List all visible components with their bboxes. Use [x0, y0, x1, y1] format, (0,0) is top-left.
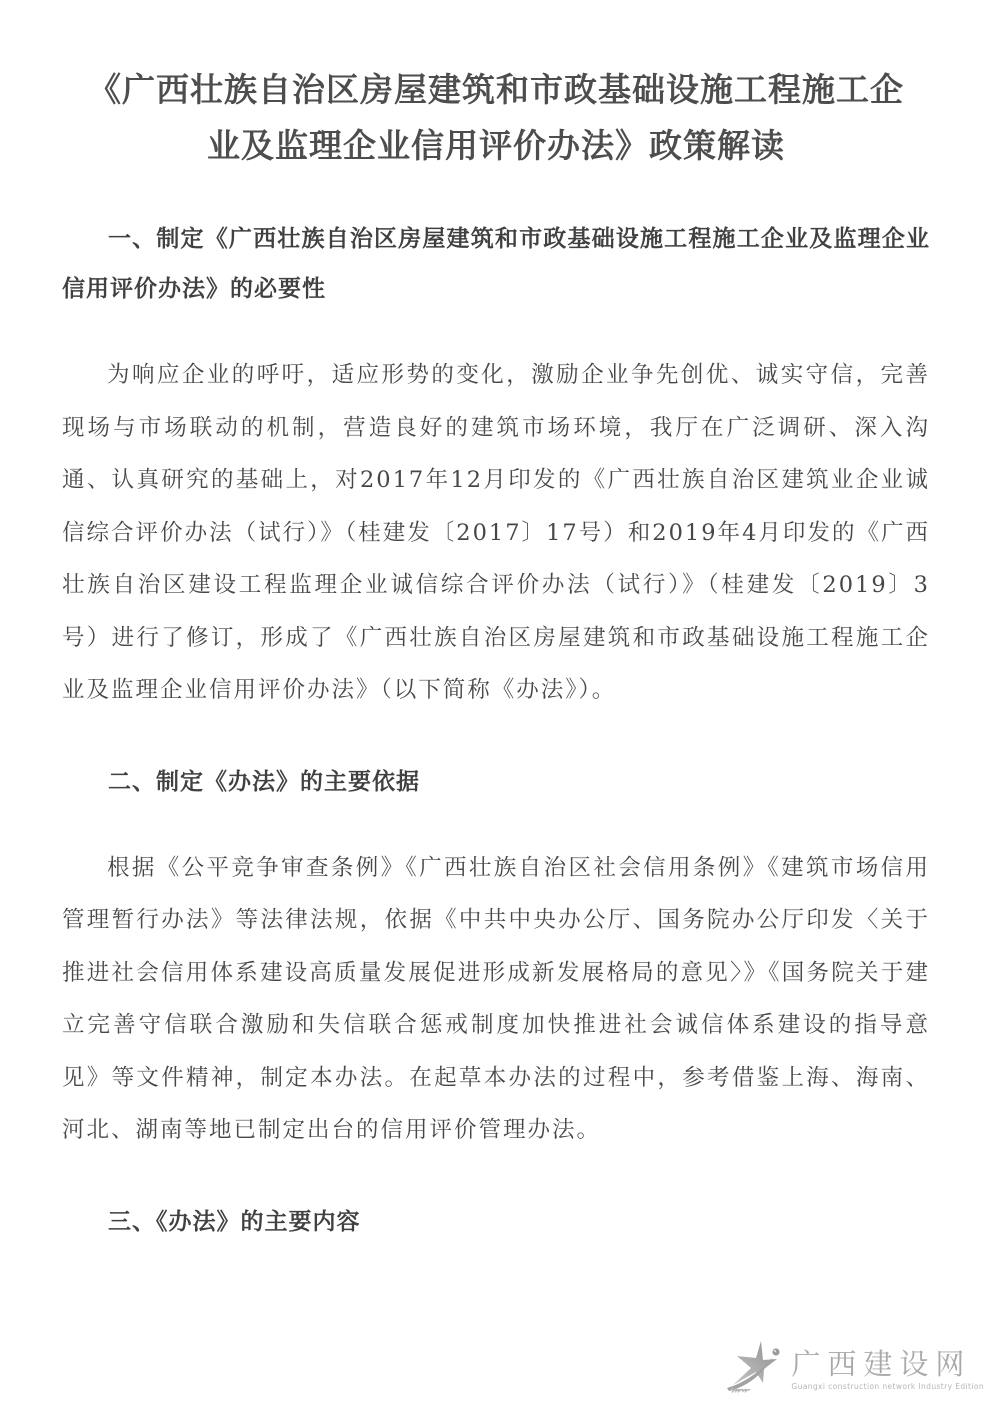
- section-2-paragraph: 根据《公平竞争审查条例》《广西壮族自治区社会信用条例》《建筑市场信用管理暂行办法》等法律法规，依据《中共中央办公厅、国务院办公厅印发〈关于推进社会信用体系建设高质量发展促进形成新发展格局的意见〉》《国务院关于建立完善守信联合激励和失信联合惩戒制度加快推进社会诚信体系建设的指导意见》等文件精神，制定本办法。在起草本办法的过程中，参考借鉴上海、海南、河北、湖南等地已制定出台的信用评价管理办法。: [62, 854, 930, 1143]
- watermark-text: [791, 1349, 984, 1395]
- section-1-paragraph: 为响应企业的呼吁，适应形势的变化，激励企业争先创优、诚实守信，完善现场与市场联动的机制，营造良好的建筑市场环境，我厅在广泛调研、深入沟通、认真研究的基础上，对2017年12月印发的《广西壮族自治区建筑业企业诚信综合评价办法（试行）》（桂建发〔2017〕17号）和2019年4月印发的《广西壮族自治区建设工程监理企业诚信综合评价办法（试行）》（桂建发〔2019〕3号）进行了修订，形成了《广西壮族自治区房屋建筑和市政基础设施工程施工企业及监理企业信用评价办法》（以下简称《办法》）。: [62, 362, 930, 703]
- section-1: [62, 214, 930, 717]
- logo-script-squiggle: [731, 1388, 750, 1391]
- watermark-site-name: 广西建设网: [791, 1347, 972, 1381]
- section-2-heading: 二、制定《办法》的主要依据: [108, 768, 420, 795]
- section-1-heading: 一、制定《广西壮族自治区房屋建筑和市政基础设施工程施工企业及监理企业信用评价办法》的必要性: [62, 226, 930, 302]
- section-3-heading: 三、《办法》的主要内容: [108, 1208, 361, 1235]
- watermark-caption: Guangxi construction network Industry Edition: [791, 1382, 984, 1391]
- star-logo-icon: [723, 1339, 783, 1395]
- section-2: [62, 757, 930, 1157]
- page-title: 《广西壮族自治区房屋建筑和市政基础设施工程施工企业及监理企业信用评价办法》政策解读: [88, 70, 904, 165]
- section-3: [62, 1197, 930, 1247]
- site-watermark: [723, 1339, 984, 1395]
